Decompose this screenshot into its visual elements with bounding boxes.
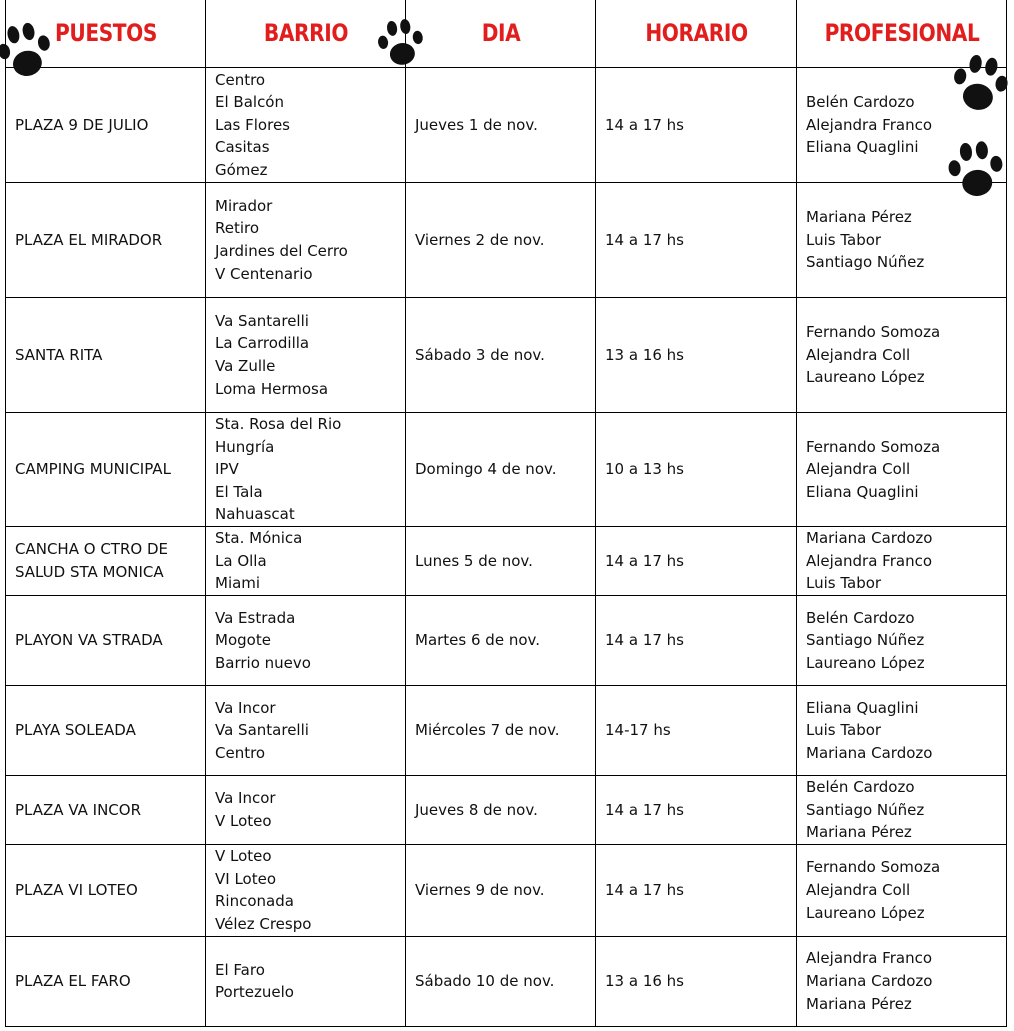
cell-profesional-line: Laureano López bbox=[806, 903, 925, 922]
cell-barrio-line: Loma Hermosa bbox=[215, 379, 329, 398]
cell-barrio-line: Gómez bbox=[215, 160, 268, 179]
cell-barrio-line: VI Loteo bbox=[215, 869, 277, 888]
cell-profesional-line: Fernando Somoza bbox=[806, 437, 941, 456]
table-row bbox=[6, 298, 1007, 413]
cell-barrio bbox=[206, 413, 406, 527]
cell-puesto bbox=[6, 596, 206, 686]
cell-profesional-line: Alejandra Coll bbox=[806, 345, 911, 364]
cell-profesional-line: Alejandra Franco bbox=[806, 115, 932, 134]
header-dia: DIA bbox=[421, 0, 581, 68]
cell-barrio bbox=[206, 527, 406, 596]
cell-puesto-line: PLAZA VA INCOR bbox=[15, 800, 141, 819]
cell-puesto-line: PLAZA EL MIRADOR bbox=[15, 230, 163, 249]
cell-horario: 10 a 13 hs bbox=[596, 413, 797, 527]
cell-puesto bbox=[6, 936, 206, 1026]
cell-barrio-line: El Faro bbox=[215, 960, 265, 979]
cell-profesional-line: Laureano López bbox=[806, 653, 925, 672]
cell-profesional-line: Eliana Quaglini bbox=[806, 482, 919, 501]
cell-puesto-line: CAMPING MUNICIPAL bbox=[15, 460, 171, 479]
cell-profesional bbox=[797, 527, 1007, 596]
cell-barrio-line: V Loteo bbox=[215, 847, 272, 866]
cell-barrio-line: Centro bbox=[215, 70, 266, 89]
cell-profesional bbox=[797, 776, 1007, 845]
cell-barrio-line: IPV bbox=[215, 460, 239, 479]
cell-profesional-line: Santiago Núñez bbox=[806, 800, 925, 819]
cell-barrio-line: Portezuelo bbox=[215, 983, 294, 1002]
cell-profesional-line: Belén Cardozo bbox=[806, 93, 915, 112]
cell-profesional-line: Luis Tabor bbox=[806, 721, 882, 740]
cell-barrio bbox=[206, 686, 406, 776]
cell-profesional-line: Alejandra Franco bbox=[806, 949, 932, 968]
table-row bbox=[6, 686, 1007, 776]
cell-puesto bbox=[6, 686, 206, 776]
cell-barrio-line: Sta. Mónica bbox=[215, 529, 303, 548]
cell-barrio-line: Va Zulle bbox=[215, 357, 276, 375]
cell-barrio-line: Sta. Rosa del Rio bbox=[215, 415, 342, 434]
cell-horario: 14 a 17 hs bbox=[596, 596, 797, 686]
cell-horario: 14 a 17 hs bbox=[596, 183, 797, 298]
table-row bbox=[6, 183, 1007, 298]
cell-horario: 14 a 17 hs bbox=[596, 68, 797, 183]
cell-barrio-line: Vélez Crespo bbox=[215, 914, 312, 933]
cell-horario: 14 a 17 hs bbox=[596, 527, 797, 596]
cell-dia: Sábado 3 de nov. bbox=[406, 298, 596, 413]
cell-profesional-line: Santiago Núñez bbox=[806, 253, 925, 272]
cell-barrio bbox=[206, 776, 406, 845]
cell-barrio-line: Va Santarelli bbox=[215, 721, 309, 740]
cell-puesto bbox=[6, 776, 206, 845]
cell-horario: 13 a 16 hs bbox=[596, 298, 797, 413]
cell-barrio-line: Va Santarelli bbox=[215, 311, 309, 330]
cell-profesional bbox=[797, 298, 1007, 413]
cell-dia: Viernes 9 de nov. bbox=[406, 844, 596, 936]
cell-profesional bbox=[797, 936, 1007, 1026]
cell-puesto bbox=[6, 527, 206, 596]
cell-profesional-line: Luis Tabor bbox=[806, 230, 882, 249]
table-row bbox=[6, 596, 1007, 686]
cell-barrio-line: Retiro bbox=[215, 219, 260, 238]
cell-profesional-line: Mariana Cardozo bbox=[806, 743, 933, 762]
cell-profesional bbox=[797, 686, 1007, 776]
table-row bbox=[6, 68, 1007, 183]
cell-barrio-line: La Olla bbox=[215, 551, 267, 570]
cell-barrio-line: Mirador bbox=[215, 196, 273, 215]
cell-puesto bbox=[6, 413, 206, 527]
cell-barrio-line: Las Flores bbox=[215, 115, 290, 134]
cell-dia: Lunes 5 de nov. bbox=[406, 527, 596, 596]
cell-puesto-line: PLAZA EL FARO bbox=[15, 971, 131, 990]
cell-profesional-line: Mariana Pérez bbox=[806, 994, 912, 1013]
cell-profesional-line: Mariana Pérez bbox=[806, 823, 912, 842]
schedule-table bbox=[5, 0, 1007, 1027]
cell-barrio bbox=[206, 844, 406, 936]
cell-dia: Domingo 4 de nov. bbox=[406, 413, 596, 527]
cell-profesional bbox=[797, 413, 1007, 527]
cell-profesional-line: Fernando Somoza bbox=[806, 858, 941, 877]
cell-barrio bbox=[206, 183, 406, 298]
cell-puesto-line: SANTA RITA bbox=[15, 345, 103, 364]
cell-profesional-line: Eliana Quaglini bbox=[806, 698, 919, 717]
cell-barrio-line: Jardines del Cerro bbox=[215, 242, 348, 260]
cell-puesto-line: SALUD STA MONICA bbox=[15, 563, 164, 581]
cell-profesional bbox=[797, 844, 1007, 936]
table-row bbox=[6, 844, 1007, 936]
cell-barrio-line: Casitas bbox=[215, 138, 270, 157]
cell-profesional-line: Laureano López bbox=[806, 368, 925, 387]
paw-icon bbox=[950, 52, 1010, 118]
header-horario: HORARIO bbox=[612, 0, 781, 68]
cell-puesto-line: CANCHA O CTRO DE bbox=[15, 540, 168, 559]
cell-barrio-line: Hungría bbox=[215, 437, 275, 456]
cell-profesional-line: Mariana Cardozo bbox=[806, 529, 933, 548]
cell-barrio bbox=[206, 936, 406, 1026]
cell-horario: 14 a 17 hs bbox=[596, 844, 797, 936]
cell-barrio-line: El Balcón bbox=[215, 93, 284, 112]
cell-dia: Jueves 1 de nov. bbox=[406, 68, 596, 183]
cell-barrio-line: Va Incor bbox=[215, 789, 276, 808]
header-row bbox=[6, 0, 1007, 68]
cell-horario: 14-17 hs bbox=[596, 686, 797, 776]
cell-puesto-line: PLAYA SOLEADA bbox=[15, 721, 136, 740]
cell-barrio-line: Barrio nuevo bbox=[215, 653, 311, 672]
table-row bbox=[6, 527, 1007, 596]
table-row bbox=[6, 936, 1007, 1026]
header-puestos: PUESTOS bbox=[22, 0, 190, 68]
cell-barrio-line: El Tala bbox=[215, 482, 263, 501]
cell-barrio-line: V Centenario bbox=[215, 264, 313, 283]
cell-puesto-line: PLAZA VI LOTEO bbox=[15, 880, 138, 899]
header-profesional: PROFESIONAL bbox=[813, 0, 989, 68]
cell-profesional-line: Luis Tabor bbox=[806, 574, 882, 593]
schedule-body bbox=[6, 68, 1007, 1027]
cell-puesto bbox=[6, 844, 206, 936]
cell-puesto bbox=[6, 298, 206, 413]
cell-horario: 13 a 16 hs bbox=[596, 936, 797, 1026]
cell-barrio-line: La Carrodilla bbox=[215, 334, 310, 353]
cell-barrio-line: Mogote bbox=[215, 631, 271, 650]
cell-profesional-line: Mariana Cardozo bbox=[806, 971, 933, 990]
paw-icon bbox=[946, 138, 1006, 204]
table-row bbox=[6, 413, 1007, 527]
cell-barrio-line: Rinconada bbox=[215, 892, 294, 911]
paw-icon bbox=[376, 17, 426, 71]
table-row bbox=[6, 776, 1007, 845]
cell-profesional-line: Alejandra Coll bbox=[806, 460, 911, 479]
cell-puesto bbox=[6, 183, 206, 298]
cell-profesional-line: Fernando Somoza bbox=[806, 323, 941, 342]
cell-barrio bbox=[206, 596, 406, 686]
cell-dia: Viernes 2 de nov. bbox=[406, 183, 596, 298]
cell-profesional-line: Belén Cardozo bbox=[806, 608, 915, 627]
cell-profesional-line: Santiago Núñez bbox=[806, 631, 925, 650]
cell-dia: Martes 6 de nov. bbox=[406, 596, 596, 686]
cell-profesional-line: Eliana Quaglini bbox=[806, 138, 919, 157]
cell-barrio-line: Miami bbox=[215, 574, 261, 593]
cell-dia: Jueves 8 de nov. bbox=[406, 776, 596, 845]
cell-barrio-line: Nahuascat bbox=[215, 505, 295, 524]
cell-profesional-line: Belén Cardozo bbox=[806, 778, 915, 796]
header-barrio: BARRIO bbox=[222, 0, 390, 68]
cell-dia: Sábado 10 de nov. bbox=[406, 936, 596, 1026]
cell-barrio-line: Centro bbox=[215, 743, 266, 762]
cell-barrio bbox=[206, 298, 406, 413]
paw-icon bbox=[0, 18, 54, 86]
cell-puesto-line: PLAZA 9 DE JULIO bbox=[15, 115, 149, 134]
cell-barrio bbox=[206, 68, 406, 183]
cell-barrio-line: Va Estrada bbox=[215, 608, 296, 627]
cell-dia: Miércoles 7 de nov. bbox=[406, 686, 596, 776]
cell-profesional bbox=[797, 596, 1007, 686]
cell-barrio-line: V Loteo bbox=[215, 811, 272, 830]
cell-puesto-line: PLAYON VA STRADA bbox=[15, 631, 163, 650]
cell-profesional-line: Alejandra Coll bbox=[806, 880, 911, 899]
cell-profesional-line: Alejandra Franco bbox=[806, 551, 932, 570]
cell-horario: 14 a 17 hs bbox=[596, 776, 797, 845]
cell-profesional-line: Mariana Pérez bbox=[806, 208, 912, 227]
cell-barrio-line: Va Incor bbox=[215, 698, 276, 717]
